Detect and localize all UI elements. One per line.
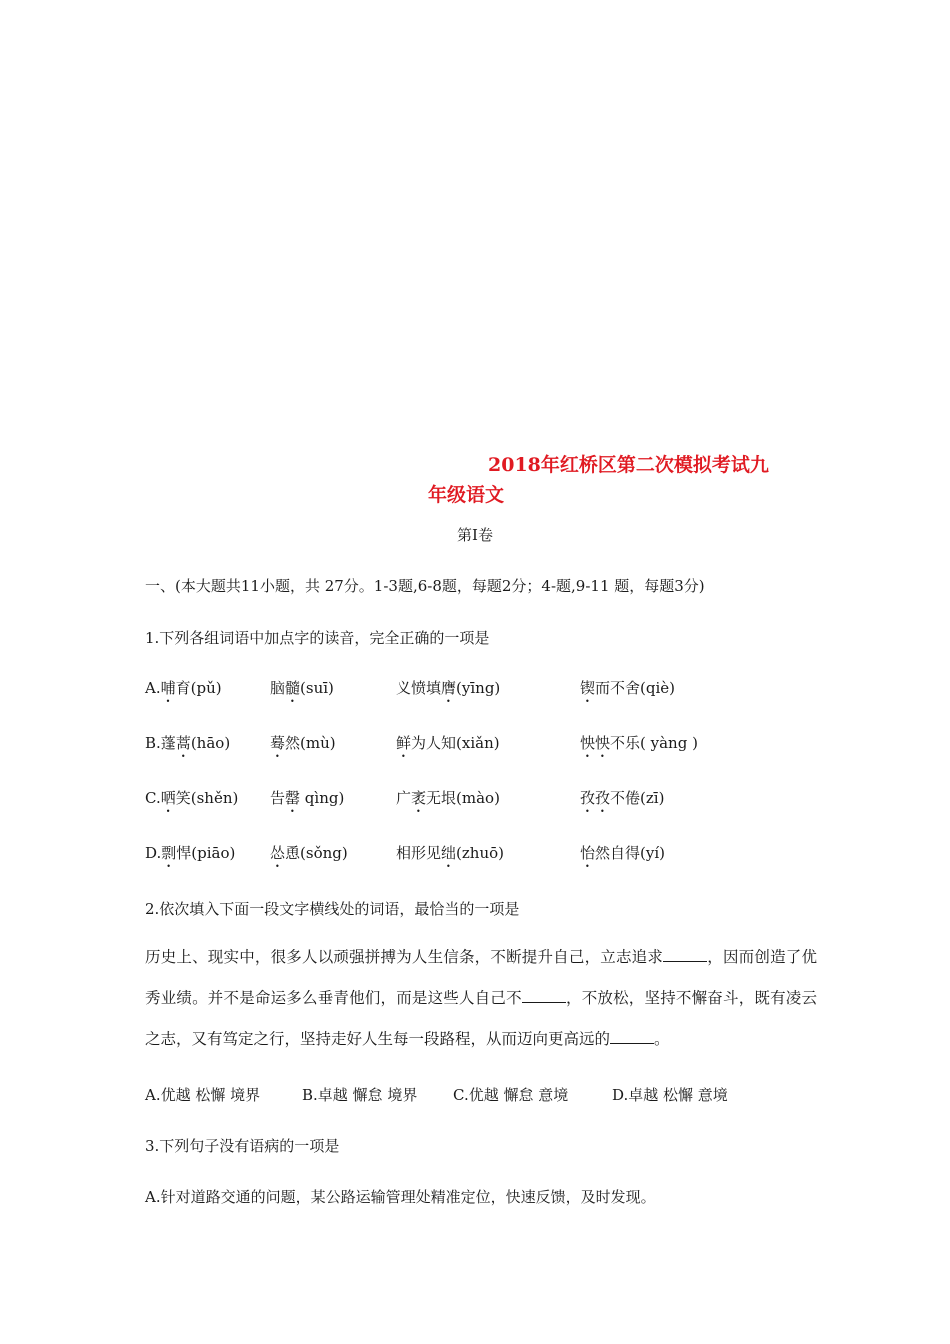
q1-option-item: [270, 677, 334, 706]
dotted-character: 锲: [580, 679, 596, 697]
q1-option-item: [145, 842, 235, 871]
q1-option-row: [145, 787, 817, 807]
q1-option-row: [145, 677, 817, 697]
exam-title-line1: 2018年红桥区第二次模拟考试九: [488, 454, 769, 476]
q1-option-item: [396, 787, 500, 816]
question-2-options: [145, 1084, 817, 1104]
section-header: 一、(本大题共11小题，共 27分。1-3题,6-8题，每题2分；4-题,9-11 题，每题3分): [145, 577, 705, 595]
word-part: 蓬: [160, 734, 176, 752]
word-part: 无垠(mào): [426, 789, 500, 807]
dotted-character: 蒿: [175, 734, 191, 752]
word-part: (hāo): [190, 734, 231, 752]
word-part: 恿(sǒng): [285, 844, 348, 862]
word-part: 不乐( yàng ): [610, 734, 698, 752]
question-2-passage: [145, 937, 817, 1060]
q1-option-letter: B.: [145, 734, 161, 752]
dotted-character: 怏怏: [580, 734, 611, 752]
q1-option-item: [580, 677, 675, 706]
word-part: 笑(shěn): [175, 789, 239, 807]
question-1-stem: 1.下列各组词语中加点字的读音，完全正确的一项是: [145, 629, 490, 647]
dotted-character: 蓦: [270, 734, 286, 752]
question-2-stem: 2.依次填入下面一段文字横线处的词语，最恰当的一项是: [145, 900, 520, 918]
q3-option-a: A.针对道路交通的问题，某公路运输管理处精准定位，快速反馈，及时发现。: [145, 1188, 656, 1206]
q1-option-item: [145, 732, 230, 761]
q1-option-item: [145, 787, 238, 816]
word-part: 为人知(xiǎn): [411, 734, 500, 752]
dotted-character: 怂: [270, 844, 286, 862]
dotted-character: 绌: [441, 844, 457, 862]
q1-option-item: [270, 842, 348, 871]
word-part: 然(mù): [285, 734, 336, 752]
blank-3: [610, 1029, 654, 1044]
word-part: (yīng): [456, 679, 501, 697]
word-part: 育(pǔ): [175, 679, 222, 697]
dotted-character: 罄: [285, 789, 301, 807]
word-part: 相形见: [396, 844, 442, 862]
q1-option-item: [580, 842, 665, 871]
passage-part-4: 。: [654, 1030, 670, 1048]
word-part: (suī): [300, 679, 334, 697]
q1-option-letter: C.: [145, 789, 161, 807]
q1-option-letter: A.: [145, 679, 161, 697]
q2-option-a: A.优越 松懈 境界: [145, 1086, 261, 1104]
word-part: 而不舍(qiè): [595, 679, 675, 697]
dotted-character: 怡: [580, 844, 596, 862]
q2-option-c: C.优越 懈怠 意境: [453, 1086, 569, 1104]
word-part: 然自得(yí): [595, 844, 665, 862]
q1-option-item: [580, 787, 664, 816]
q1-option-item: [270, 732, 336, 761]
dotted-character: 鲜: [396, 734, 412, 752]
dotted-character: 孜孜: [580, 789, 611, 807]
q1-option-item: [270, 787, 344, 816]
q2-option-d: D.卓越 松懈 意境: [612, 1086, 728, 1104]
word-part: 不倦(zī): [610, 789, 665, 807]
dotted-character: 袤: [411, 789, 427, 807]
dotted-character: 髓: [285, 679, 301, 697]
volume-label: 第I卷: [457, 526, 493, 544]
q1-option-item: [580, 732, 698, 761]
question-3-stem: 3.下列句子没有语病的一项是: [145, 1137, 340, 1155]
word-part: 告: [270, 789, 286, 807]
q1-option-item: [396, 842, 504, 871]
word-part: (zhuō): [456, 844, 504, 862]
q1-option-row: [145, 732, 817, 752]
blank-2: [522, 988, 566, 1003]
blank-1: [663, 947, 707, 962]
q1-option-item: [396, 677, 500, 706]
exam-title-line2: 年级语文: [428, 484, 505, 506]
q1-option-letter: D.: [145, 844, 162, 862]
word-part: 义愤填: [396, 679, 442, 697]
q1-option-row: [145, 842, 817, 862]
passage-part-2: ，因而创造了优秀业绩。并不是命运多么垂青他们，而是这些人自己不: [145, 948, 817, 1007]
word-part: 广: [396, 789, 412, 807]
dotted-character: 哺: [160, 679, 176, 697]
passage-part-3: ，不放松，坚持不懈奋斗，既有凌云之志，又有笃定之行，坚持走好人生每一段路程，从而迈向更高远的: [145, 989, 817, 1048]
q1-option-item: [396, 732, 500, 761]
passage-part-1: 历史上、现实中，很多人以顽强拼搏为人生信条，不断提升自己，立志追求: [145, 948, 664, 966]
word-part: qìng): [300, 789, 345, 807]
dotted-character: 哂: [160, 789, 176, 807]
q2-option-b: B.卓越 懈怠 境界: [302, 1086, 418, 1104]
q1-option-item: [145, 677, 222, 706]
dotted-character: 剽: [161, 844, 177, 862]
dotted-character: 膺: [441, 679, 457, 697]
word-part: 脑: [270, 679, 286, 697]
word-part: 悍(piāo): [176, 844, 236, 862]
